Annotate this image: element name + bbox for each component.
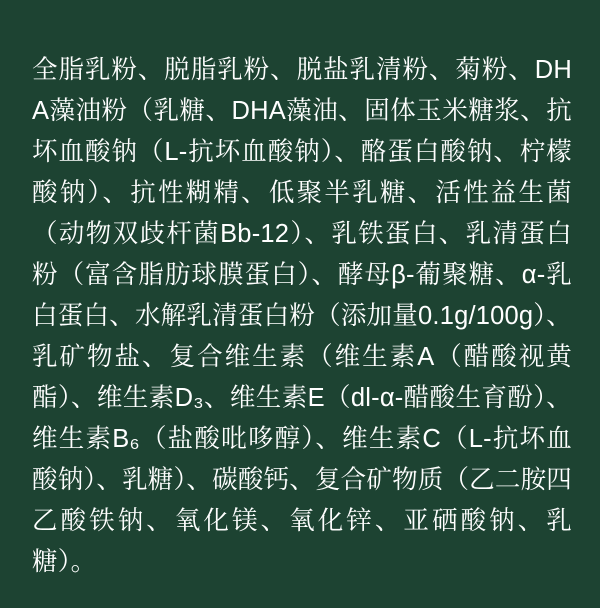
ingredients-list-text: 全脂乳粉、脱脂乳粉、脱盐乳清粉、菊粉、DHA藻油粉（乳糖、DHA藻油、固体玉米糖浆、抗坏血酸钠（L-抗坏血酸钠）、酪蛋白酸钠、柠檬酸钠）、抗性糊精、低聚半乳糖、活性益生菌（动物双歧杆菌Bb-12）、乳铁蛋白、乳清蛋白粉（富含脂肪球膜蛋白）、酵母β-葡聚糖、α-乳白蛋白、水解乳清蛋白粉（添加量0.1g/100g）、乳矿物盐、复合维生素（维生素A（醋酸视黄酯）、维生素D₃、维生素E（dl-α-醋酸生育酚）、维生素B₆（盐酸吡哆醇）、维生素C（L-抗坏血酸钠）、乳糖）、碳酸钙、复合矿物质（乙二胺四乙酸铁钠、氧化镁、氧化锌、亚硒酸钠、乳糖）。 — [32, 55, 572, 576]
